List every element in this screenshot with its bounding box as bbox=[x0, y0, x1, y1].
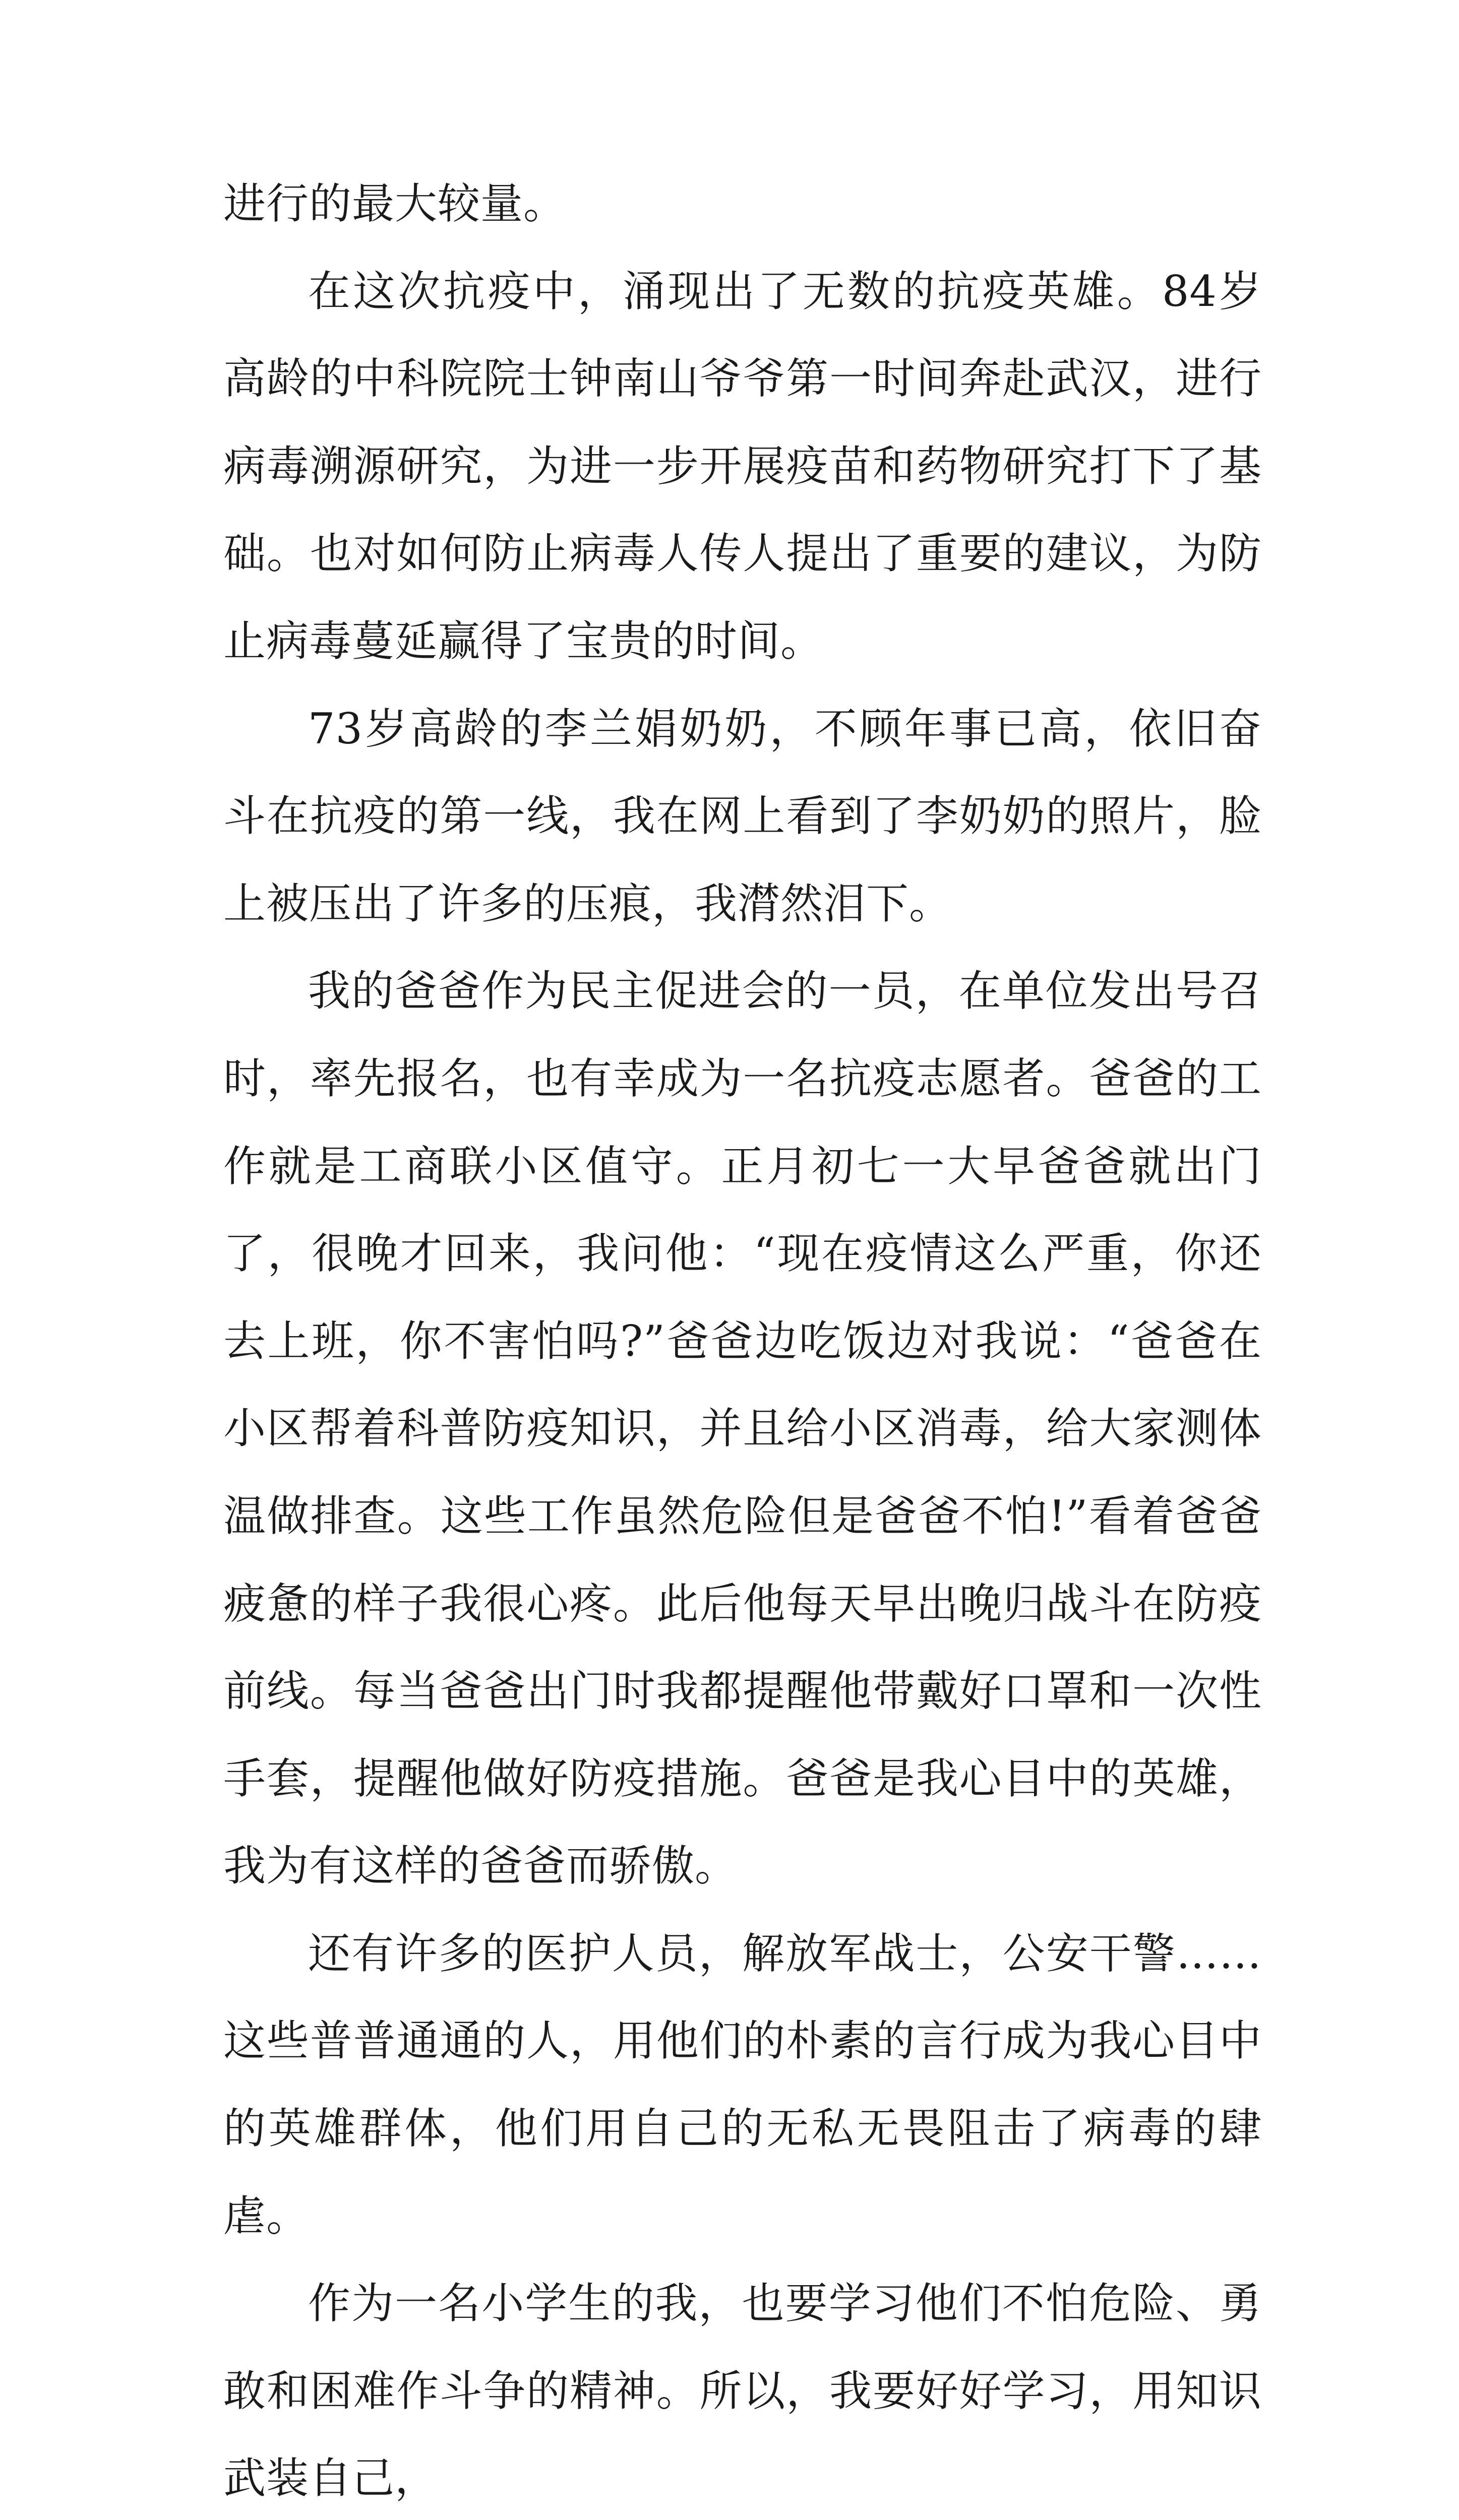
paragraph: 作为一名小学生的我，也要学习他们不怕危险、勇敢和困难作斗争的精神。所以，我要好好学习，用知识武装自己， bbox=[223, 2279, 1262, 2503]
body-text bbox=[223, 160, 1262, 2520]
paragraph: 还有许多的医护人员，解放军战士，公安干警……这些普普通通的人，用他们的朴素的言行成为我心目中的英雄群体，他们用自己的无私无畏阻击了病毒的肆虐。 bbox=[223, 1928, 1262, 2241]
paragraph: 进行的最大较量。 bbox=[223, 179, 567, 228]
paragraph: 在这次抗疫中，涌现出了无数的抗疫英雄。84岁高龄的中科院院士钟南山爷爷第一时间奔赴武汉，进行病毒溯源研究，为进一步开展疫苗和药物研究打下了基础。也对如何防止病毒人传人提出了重要的建议，为防止病毒蔓延赢得了宝贵的时间。 bbox=[223, 266, 1262, 666]
paragraph: 73岁高龄的李兰娟奶奶，不顾年事已高，依旧奋斗在抗疫的第一线，我在网上看到了李奶奶的照片，脸上被压出了许多的压痕，我潸然泪下。 bbox=[223, 704, 1262, 928]
paragraph: 我的爸爸作为民主促进会的一员，在单位发出号召时，率先报名，也有幸成为一名抗疫志愿者。爸爸的工作就是工商联小区值守。正月初七一大早爸爸就出门了，很晚才回来，我问他：“现在疫情这么严重，你还去上班，你不害怕吗?”爸爸边吃饭边对我说：“爸爸在小区帮着科普防疫知识，并且给小区消毒，给大家测体温做排查。这些工作虽然危险但是爸爸不怕!”看着爸爸疲惫的样子我很心疼。此后他每天早出晚归战斗在防疫前线。每当爸爸出门时我都提醒他带戴好口罩和一次性手套，提醒他做好防疫措施。爸爸是我心目中的英雄，我为有这样的爸爸而骄傲。 bbox=[223, 966, 1262, 1891]
